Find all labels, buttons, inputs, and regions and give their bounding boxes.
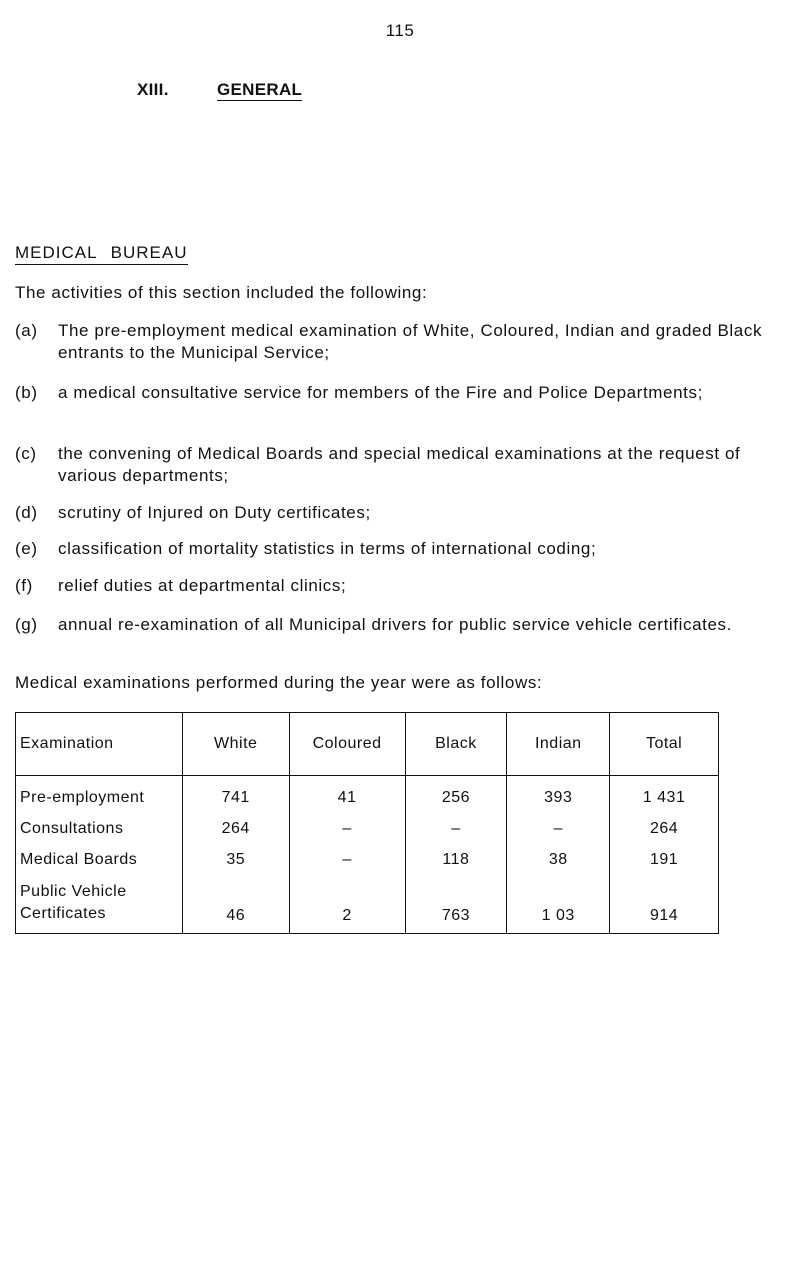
cell-total: 914	[610, 875, 719, 934]
table-header-row	[16, 713, 719, 776]
cell-total: 191	[610, 844, 719, 875]
activity-item-d	[15, 502, 775, 524]
chapter-title: GENERAL	[217, 80, 303, 99]
table-intro-text: Medical examinations performed during the year were as follows:	[15, 673, 543, 692]
activity-text: annual re-examination of all Municipal drivers for public service vehicle certificates.	[58, 615, 732, 634]
activity-item-e	[15, 538, 775, 560]
activity-marker: (f)	[15, 576, 33, 595]
header-black: Black	[405, 713, 507, 776]
cell-white: 741	[182, 776, 289, 814]
activity-text: the convening of Medical Boards and special medical examinations at the request of various departments;	[58, 444, 741, 485]
row-label: Consultations	[16, 813, 183, 844]
activity-text: The pre-employment medical examination of White, Coloured, Indian and graded Black entrants to the Municipal Service;	[58, 321, 763, 362]
table-row	[16, 776, 719, 814]
activity-item-b	[15, 382, 775, 404]
row-label: Medical Boards	[16, 844, 183, 875]
activity-marker: (g)	[15, 615, 38, 634]
activity-text: a medical consultative service for members of the Fire and Police Departments;	[58, 383, 703, 402]
cell-coloured: –	[289, 844, 405, 875]
cell-white: 264	[182, 813, 289, 844]
cell-coloured: –	[289, 813, 405, 844]
medical-examinations-table	[15, 712, 719, 934]
activity-text: classification of mortality statistics in terms of international coding;	[58, 539, 597, 558]
cell-coloured: 41	[289, 776, 405, 814]
header-examination: Examination	[16, 713, 183, 776]
activity-text: scrutiny of Injured on Duty certificates;	[58, 503, 371, 522]
cell-white: 46	[182, 875, 289, 934]
activity-item-a	[15, 320, 775, 364]
activity-marker: (b)	[15, 383, 38, 402]
cell-total: 1 431	[610, 776, 719, 814]
cell-white: 35	[182, 844, 289, 875]
activity-item-f	[15, 575, 775, 597]
section-title: MEDICAL BUREAU	[15, 243, 188, 265]
activity-marker: (e)	[15, 539, 38, 558]
cell-indian: –	[507, 813, 610, 844]
cell-total: 264	[610, 813, 719, 844]
row-label: Pre-employment	[16, 776, 183, 814]
cell-black: 763	[405, 875, 507, 934]
cell-black: 118	[405, 844, 507, 875]
chapter-heading	[137, 80, 302, 101]
activity-marker: (c)	[15, 444, 37, 463]
table-row	[16, 875, 719, 934]
header-coloured: Coloured	[289, 713, 405, 776]
page-number: 115	[385, 21, 415, 40]
cell-black: 256	[405, 776, 507, 814]
activity-text: relief duties at departmental clinics;	[58, 576, 347, 595]
cell-indian: 1 03	[507, 875, 610, 934]
table-row	[16, 813, 719, 844]
header-indian: Indian	[507, 713, 610, 776]
cell-indian: 38	[507, 844, 610, 875]
activity-marker: (a)	[15, 321, 38, 340]
header-total: Total	[610, 713, 719, 776]
cell-indian: 393	[507, 776, 610, 814]
table-row	[16, 844, 719, 875]
cell-black: –	[405, 813, 507, 844]
row-label: Public Vehicle Certificates	[16, 875, 183, 934]
activity-item-c	[15, 443, 775, 487]
intro-text: The activities of this section included the following:	[15, 283, 428, 302]
cell-coloured: 2	[289, 875, 405, 934]
chapter-numeral: XIII.	[137, 80, 169, 99]
activity-item-g	[15, 614, 775, 636]
header-white: White	[182, 713, 289, 776]
activity-marker: (d)	[15, 503, 38, 522]
